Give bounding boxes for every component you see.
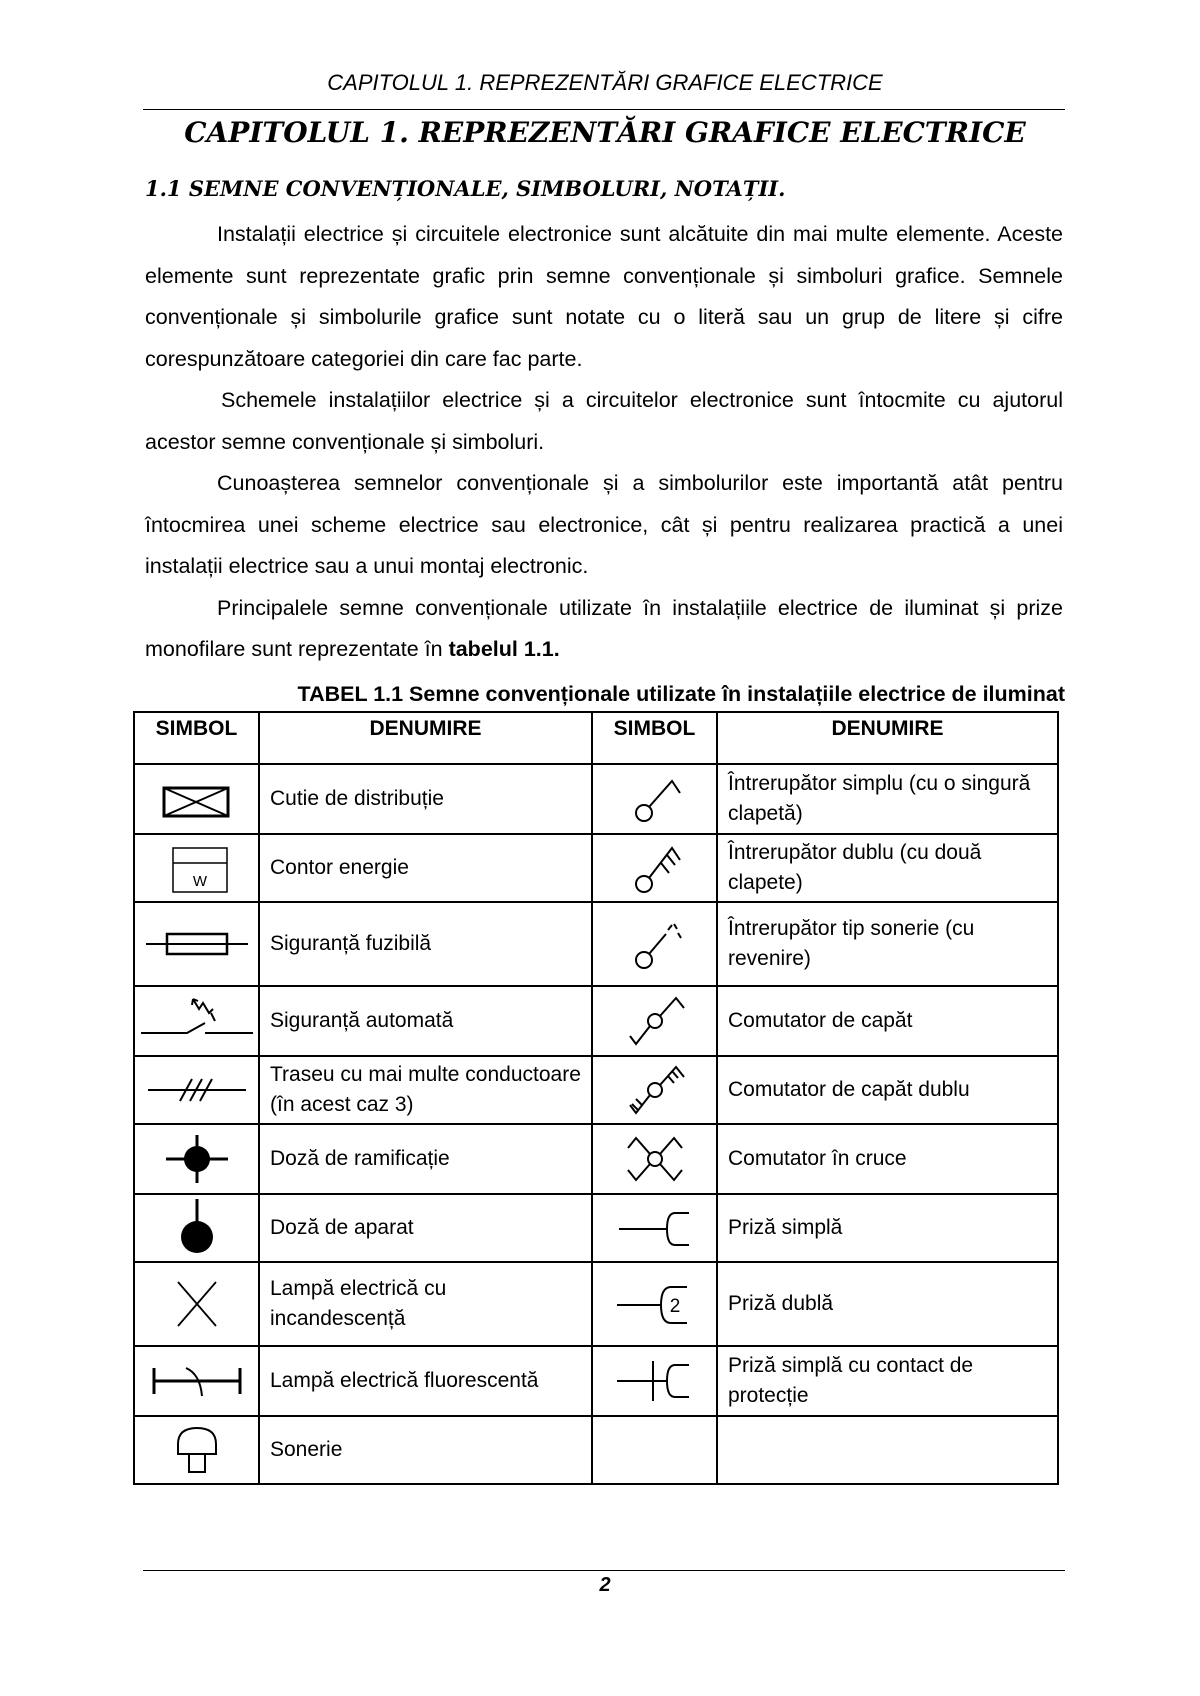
protected-socket-icon bbox=[605, 1353, 705, 1409]
end-switch-icon bbox=[610, 988, 700, 1054]
symbol-cell bbox=[134, 764, 259, 834]
symbol-cell bbox=[592, 1056, 717, 1124]
symbol-cell bbox=[134, 1262, 259, 1346]
table-row bbox=[134, 1416, 1058, 1484]
symbol-cell bbox=[592, 986, 717, 1056]
symbol-name: Cutie de distribuție bbox=[259, 764, 592, 834]
symbol-name: Traseu cu mai multe conductoare (în acest caz 3) bbox=[259, 1056, 592, 1124]
bell-icon bbox=[152, 1420, 242, 1480]
symbol-cell bbox=[134, 1194, 259, 1262]
symbol-name: Priză simplă bbox=[717, 1194, 1058, 1262]
symbol-cell bbox=[592, 902, 717, 986]
double-end-switch-icon bbox=[610, 1057, 700, 1123]
table-row bbox=[134, 1124, 1058, 1194]
symbol-cell bbox=[592, 764, 717, 834]
symbol-cell bbox=[134, 1346, 259, 1416]
symbol-name: Sonerie bbox=[259, 1416, 592, 1484]
table-reference-period: . bbox=[553, 637, 560, 661]
symbol-name: Întrerupător dublu (cu două clapete) bbox=[717, 834, 1058, 902]
energy-meter-icon bbox=[152, 838, 242, 898]
junction-box-icon bbox=[152, 774, 242, 824]
paragraph-1: Instalații electrice și circuitele electronice sunt alcătuite din mai multe elemente. Aceste elemente sunt reprezentate grafic prin semne convenționale și simboluri grafice. Semnele convenționale și simbolurile grafice sunt notate cu o literă sau un grup de litere și cifre corespunzătoare categoriei din care fac parte. bbox=[145, 222, 1063, 371]
symbol-name: Priză simplă cu contact de protecție bbox=[717, 1346, 1058, 1416]
paragraph-2: Schemele instalațiilor electrice și a circuitelor electronice sunt întocmite cu ajutorul acestor semne convenționale și simboluri. bbox=[145, 388, 1063, 454]
single-socket-icon bbox=[605, 1203, 705, 1253]
header-symbol-left: SIMBOL bbox=[134, 712, 259, 764]
meter-label: W bbox=[192, 873, 207, 890]
chapter-title: CAPITOLUL 1. REPREZENTĂRI GRAFICE ELECTRICE bbox=[184, 116, 1026, 149]
symbol-name: Întrerupător simplu (cu o singură clapetă) bbox=[717, 764, 1058, 834]
symbol-cell bbox=[592, 1346, 717, 1416]
paragraph-4 bbox=[145, 588, 1063, 671]
header-name-right: DENUMIRE bbox=[717, 712, 1058, 764]
symbol-cell bbox=[134, 1416, 259, 1484]
symbol-name: Lampă electrică fluorescentă bbox=[259, 1346, 592, 1416]
symbol-cell bbox=[592, 1262, 717, 1346]
table-caption: TABEL 1.1 Semne convenționale utilizate în instalațiile electrice de iluminat bbox=[297, 682, 1065, 706]
symbol-name: Comutator de capăt bbox=[717, 986, 1058, 1056]
table-row bbox=[134, 986, 1058, 1056]
fluorescent-lamp-icon bbox=[142, 1356, 252, 1406]
symbol-name: Siguranță automată bbox=[259, 986, 592, 1056]
table-row bbox=[134, 1056, 1058, 1124]
symbol-name: Siguranță fuzibilă bbox=[259, 902, 592, 986]
branch-box-icon bbox=[152, 1131, 242, 1187]
symbol-name: Contor energie bbox=[259, 834, 592, 902]
symbol-cell bbox=[134, 1056, 259, 1124]
symbol-cell bbox=[134, 902, 259, 986]
table-header-row bbox=[134, 712, 1058, 764]
symbol-cell bbox=[592, 834, 717, 902]
table-row bbox=[134, 1194, 1058, 1262]
empty-symbol-cell bbox=[592, 1416, 717, 1484]
cross-switch-icon bbox=[610, 1126, 700, 1192]
header-divider bbox=[143, 109, 1065, 110]
incandescent-lamp-icon bbox=[152, 1274, 242, 1334]
double-switch-icon bbox=[610, 838, 700, 898]
body-text bbox=[145, 214, 1063, 671]
table-row bbox=[134, 1262, 1058, 1346]
table-row bbox=[134, 1346, 1058, 1416]
symbol-cell bbox=[134, 986, 259, 1056]
circuit-breaker-icon bbox=[137, 991, 257, 1051]
paragraph-3: Cunoașterea semnelor convenționale și a simbolurilor este importantă atât pentru întocmirea unei scheme electrice sau electronice, cât și pentru realizarea practică a unei instalații electrice sau a unui montaj electronic. bbox=[145, 471, 1063, 578]
symbol-cell bbox=[592, 1194, 717, 1262]
section-title: 1.1 SEMNE CONVENȚIONALE, SIMBOLURI, NOTAȚII. bbox=[145, 176, 786, 201]
symbol-cell bbox=[592, 1124, 717, 1194]
table-reference: tabelul 1.1 bbox=[448, 637, 554, 661]
double-socket-icon bbox=[605, 1279, 705, 1329]
symbol-name: Comutator de capăt dublu bbox=[717, 1056, 1058, 1124]
device-box-icon bbox=[152, 1197, 242, 1259]
table-row bbox=[134, 902, 1058, 986]
symbol-cell bbox=[134, 834, 259, 902]
symbol-name: Doză de aparat bbox=[259, 1194, 592, 1262]
symbol-name: Lampă electrică cu incandescență bbox=[259, 1262, 592, 1346]
header-name-left: DENUMIRE bbox=[259, 712, 592, 764]
symbol-name: Întrerupător tip sonerie (cu revenire) bbox=[717, 902, 1058, 986]
page-number: 2 bbox=[599, 1574, 611, 1596]
symbol-table bbox=[133, 711, 1059, 1485]
symbol-name: Comutator în cruce bbox=[717, 1124, 1058, 1194]
empty-name-cell bbox=[717, 1416, 1058, 1484]
paragraph-4-text: Principalele semne convenționale utilizate în instalațiile electrice de iluminat și prize monofilare sunt reprezentate în bbox=[145, 595, 1063, 661]
single-switch-icon bbox=[610, 769, 700, 829]
table-row bbox=[134, 764, 1058, 834]
multi-conductor-route-icon bbox=[142, 1065, 252, 1115]
symbol-name: Doză de ramificație bbox=[259, 1124, 592, 1194]
fuse-icon bbox=[142, 919, 252, 969]
symbol-cell bbox=[134, 1124, 259, 1194]
socket-count-label: 2 bbox=[669, 1296, 680, 1317]
table-row bbox=[134, 834, 1058, 902]
header-symbol-right: SIMBOL bbox=[592, 712, 717, 764]
symbol-name: Priză dublă bbox=[717, 1262, 1058, 1346]
running-header: CAPITOLUL 1. REPREZENTĂRI GRAFICE ELECTRICE bbox=[327, 70, 883, 95]
bell-push-switch-icon bbox=[610, 914, 700, 974]
footer-divider bbox=[143, 1570, 1065, 1571]
